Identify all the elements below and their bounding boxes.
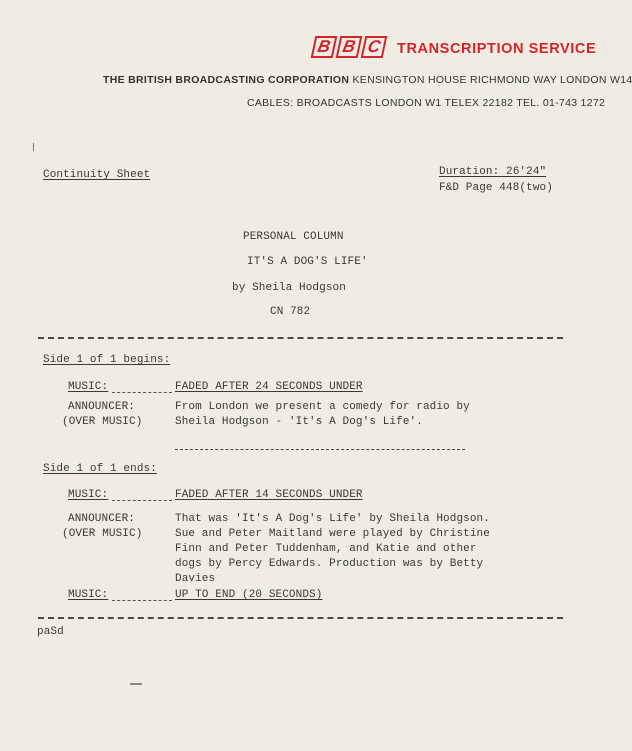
announcer-line: dogs by Percy Edwards. Production was by Betty [175, 558, 484, 570]
duration: Duration: 26'24" [439, 166, 547, 178]
announcer-line: From London we present a comedy for radio by [175, 401, 470, 413]
page-reference: F&D Page 448(two) [439, 182, 553, 194]
typist-initials: paSd [37, 626, 64, 638]
leader-3 [112, 600, 172, 601]
music-label-2: MUSIC: [68, 489, 109, 501]
announcer-label-2: ANNOUNCER: [68, 513, 136, 525]
announcer-label-1: ANNOUNCER: [68, 401, 136, 413]
corporation-line [103, 74, 632, 86]
continuity-sheet-label: Continuity Sheet [43, 169, 151, 181]
cables-line: CABLES: BROADCASTS LONDON W1 TELEX 22182 TEL. 01-743 1272 [247, 97, 606, 109]
music-text-1: FADED AFTER 24 SECONDS UNDER [175, 381, 363, 393]
corporation-name: THE BRITISH BROADCASTING CORPORATION [103, 74, 350, 86]
announcer-note-2: (OVER MUSIC) [62, 528, 143, 540]
bbc-logo [313, 36, 385, 58]
logo-letter-b2: B [336, 36, 363, 58]
music-text-2: FADED AFTER 14 SECONDS UNDER [175, 489, 363, 501]
music-label-3: MUSIC: [68, 589, 109, 601]
programme-title: IT'S A DOG'S LIFE' [247, 256, 368, 268]
announcer-line: Sue and Peter Maitland were played by Christine [175, 528, 490, 540]
announcer-line: Sheila Hodgson - 'It's A Dog's Life'. [175, 416, 423, 428]
side-begins-heading: Side 1 of 1 begins: [43, 354, 171, 366]
logo-letter-b1: B [311, 36, 338, 58]
logo-letter-c: C [361, 36, 388, 58]
side-ends-heading: Side 1 of 1 ends: [43, 463, 157, 475]
divider-top [38, 337, 563, 339]
divider-mid [175, 449, 465, 450]
announcer-note-1: (OVER MUSIC) [62, 416, 143, 428]
announcer-line: Davies [175, 573, 216, 585]
margin-mark [33, 143, 34, 151]
corporation-address: KENSINGTON HOUSE RICHMOND WAY LONDON W14 [352, 74, 632, 86]
announcer-line: Finn and Peter Tuddenham, and Katie and other [175, 543, 477, 555]
leader-2 [112, 500, 172, 501]
catalogue-code: CN 782 [270, 306, 311, 318]
leader-1 [112, 392, 172, 393]
service-title: TRANSCRIPTION SERVICE [397, 41, 597, 57]
announcer-line: That was 'It's A Dog's Life' by Sheila Hodgson. [175, 513, 490, 525]
music-label-1: MUSIC: [68, 381, 109, 393]
music-text-3: UP TO END (20 SECONDS) [175, 589, 323, 601]
paper-mark [130, 683, 142, 685]
series-title: PERSONAL COLUMN [243, 231, 344, 243]
author-line: by Sheila Hodgson [232, 282, 346, 294]
divider-bottom [38, 617, 563, 619]
